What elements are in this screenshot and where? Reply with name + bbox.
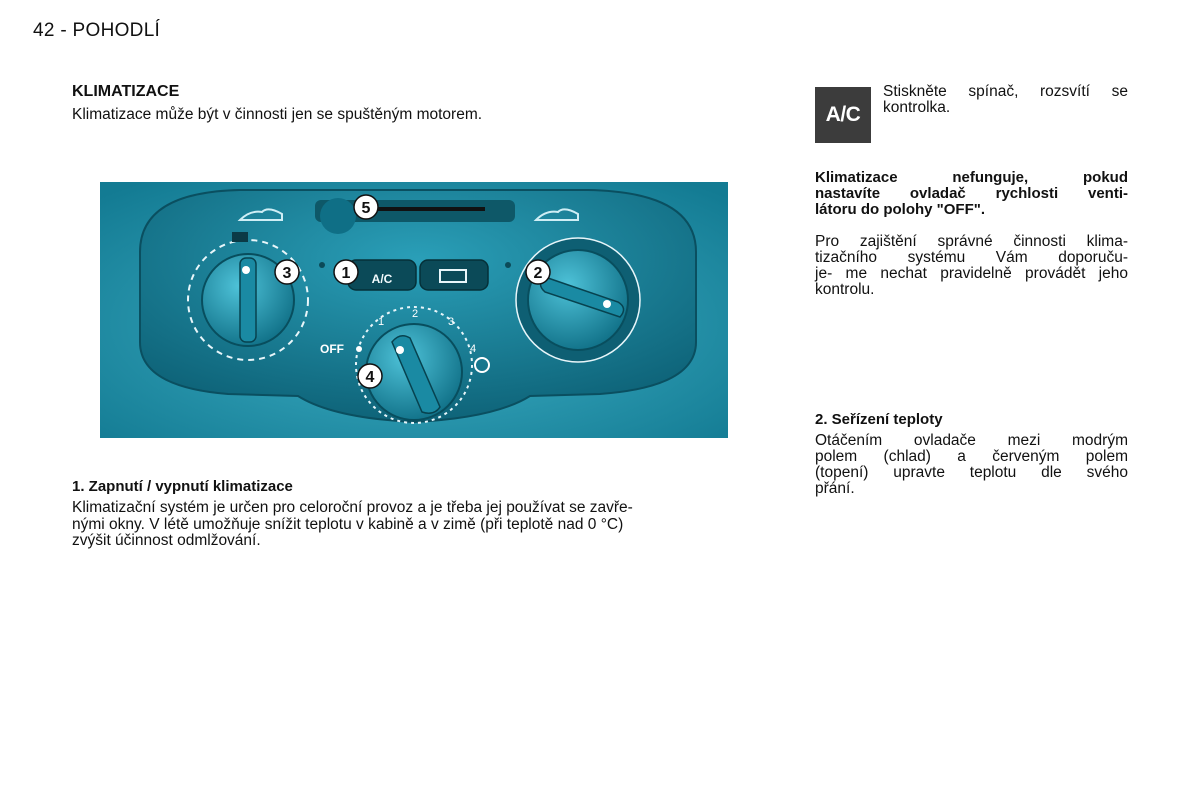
section1-line: zvýšit účinnost odmlžování. bbox=[72, 532, 261, 549]
section1-body bbox=[72, 500, 762, 550]
section2-line: polem (chlad) a červeným polem bbox=[815, 448, 1128, 465]
warning-line: nastavíte ovladač rychlosti venti- bbox=[815, 185, 1128, 202]
callout-1 bbox=[334, 260, 358, 284]
callout-2 bbox=[526, 260, 550, 284]
callout-4 bbox=[358, 364, 382, 388]
svg-text:4: 4 bbox=[365, 369, 375, 386]
fan-step-4: 4 bbox=[470, 343, 477, 355]
svg-text:3: 3 bbox=[282, 265, 292, 282]
warning-line: látoru do polohy "OFF". bbox=[815, 201, 986, 218]
section1-line: Klimatizační systém je určen pro celoroční provoz a je třeba jej používat se zavře- bbox=[72, 499, 633, 516]
section-heading: KLIMATIZACE bbox=[72, 83, 180, 100]
section2-line: (topení) upravte teplotu dle svého bbox=[815, 464, 1128, 481]
ac-badge-icon: A/C bbox=[815, 87, 871, 143]
fan-off-label: OFF bbox=[320, 342, 344, 356]
page-header: 42 - POHODLÍ bbox=[33, 20, 161, 41]
section1-title: 1. Zapnutí / vypnutí klimatizace bbox=[72, 478, 293, 495]
service-note bbox=[815, 234, 1128, 298]
callout-5 bbox=[354, 195, 378, 219]
service-line: tizačního systému Vám doporuču- bbox=[815, 249, 1128, 266]
fan-step-1: 1 bbox=[378, 316, 385, 328]
ac-note-line: Stiskněte spínač, rozsvítí se bbox=[883, 83, 1128, 100]
warning-line: Klimatizace nefunguje, pokud bbox=[815, 169, 1128, 186]
fan-step-3: 3 bbox=[448, 316, 455, 328]
section2-body bbox=[815, 433, 1128, 497]
section2-title: 2. Seřízení teploty bbox=[815, 411, 943, 428]
service-line: kontrolu. bbox=[815, 281, 875, 298]
warning-note bbox=[815, 170, 1128, 218]
service-line: je- me nechat pravidelně provádět jeho bbox=[815, 265, 1128, 282]
intro-text: Klimatizace může být v činnosti jen se spuštěným motorem. bbox=[72, 106, 483, 123]
service-line: Pro zajištění správné činnosti klima- bbox=[815, 233, 1128, 250]
fan-step-2: 2 bbox=[412, 308, 419, 320]
section2-line: přání. bbox=[815, 480, 855, 497]
ac-note-line: kontrolka. bbox=[883, 99, 951, 116]
section1-line: nými okny. V létě umožňuje snížit teplotu v kabině a v zimě (při teplotě nad 0 °C) bbox=[72, 515, 624, 533]
callout-3 bbox=[275, 260, 299, 284]
ac-note bbox=[883, 84, 1128, 116]
section2-line: Otáčením ovladače mezi modrým bbox=[815, 432, 1128, 449]
climate-control-panel-illustration bbox=[100, 182, 728, 438]
svg-text:5: 5 bbox=[361, 200, 371, 217]
svg-text:1: 1 bbox=[341, 265, 351, 282]
svg-text:2: 2 bbox=[533, 265, 543, 282]
ac-button-label: A/C bbox=[371, 272, 393, 286]
